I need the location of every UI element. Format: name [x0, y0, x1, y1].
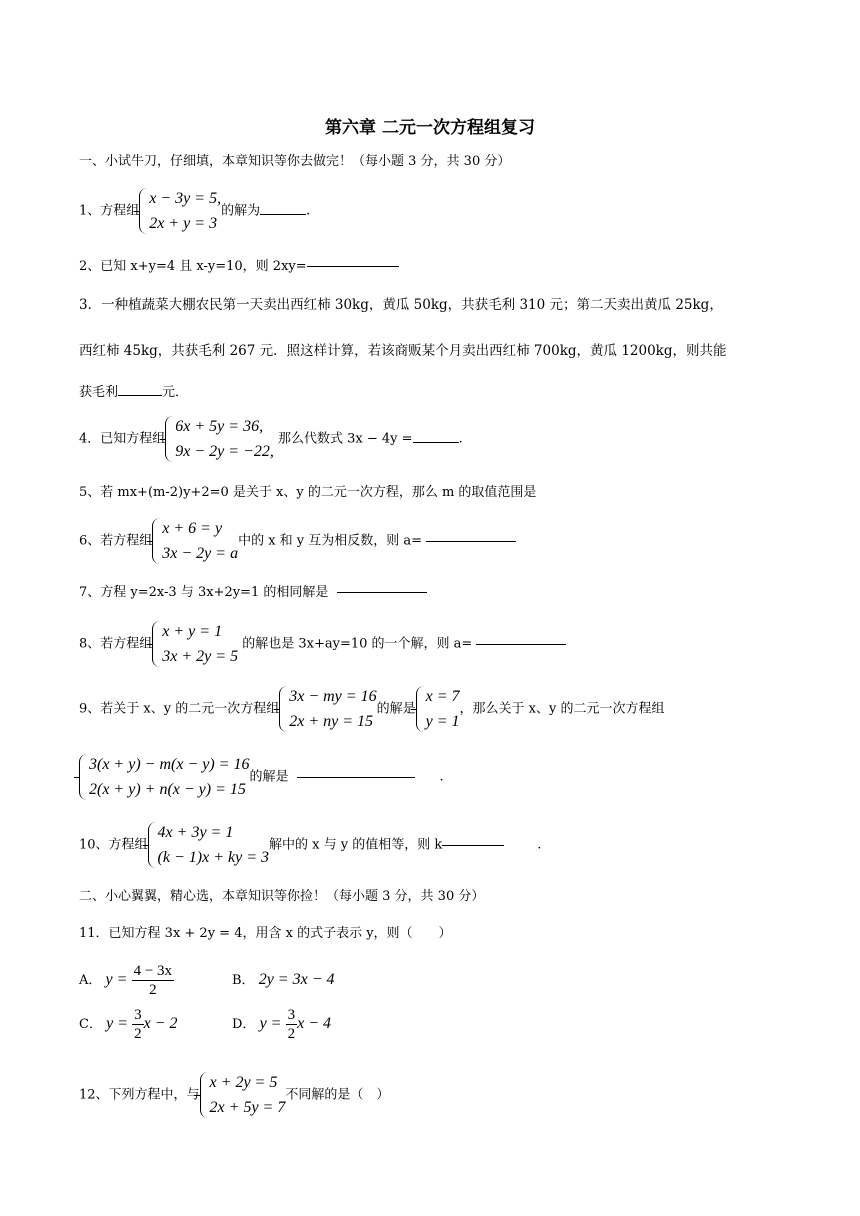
q11-option-d-fraction	[286, 1006, 298, 1043]
q3-answer-blank	[118, 381, 162, 396]
question-9	[79, 684, 664, 734]
question-8	[79, 619, 566, 669]
q9-suffix: ，那么关于 x、y 的二元一次方程组	[459, 701, 665, 717]
q9-equation-system	[279, 684, 376, 734]
question-2	[79, 257, 399, 277]
q4-answer-blank	[413, 428, 459, 443]
question-5: 5、若 mx+(m-2)y+2=0 是关于 x、y 的二元一次方程，那么 m 的取值范围是	[79, 485, 537, 500]
q2-text: 2、已知 x+y=4 且 x-y=10，则 2xy=	[79, 259, 307, 274]
q10-end: .	[537, 837, 542, 853]
q11-option-c-rest: x − 2	[143, 1015, 178, 1032]
q11-option-b	[232, 970, 335, 991]
q11-option-d-numerator: 3	[287, 1007, 296, 1023]
q4-eq2: 9x − 2y = −22,	[175, 443, 274, 460]
q9-eq3: 3(x + y) − m(x − y) = 16	[89, 756, 250, 773]
question-4	[79, 414, 463, 464]
q10-prefix: 10、方程组	[79, 837, 148, 853]
q3-line2: 西红柿 45kg，共获毛利 267 元．照这样计算，若该商贩某个月卖出西红柿 700kg，黄瓜 1200kg，则共能	[79, 343, 727, 359]
q11-option-c-label: C．	[79, 1017, 102, 1032]
q9-eq1: 3x − my = 16	[289, 688, 377, 705]
q6-answer-line	[426, 541, 516, 542]
q7-text: 7、方程 y=2x-3 与 3x+2y=1 的相同解是	[79, 585, 329, 600]
q8-equation-system	[152, 619, 238, 669]
q1-eq2: 2x + y = 3	[149, 215, 218, 232]
q9-end: .	[439, 769, 444, 785]
q11-option-a	[79, 962, 174, 999]
q9-second-system	[79, 752, 249, 802]
q9-solution-system	[416, 684, 460, 734]
q8-eq1: x + y = 1	[162, 623, 223, 640]
q1-end: .	[306, 203, 311, 219]
q11-option-c-fraction	[132, 1006, 144, 1043]
q9-eq4: 2(x + y) + n(x − y) = 15	[89, 781, 246, 798]
q8-eq2: 3x + 2y = 5	[162, 648, 239, 665]
q3-line3-suffix: 元．	[162, 385, 189, 400]
q1-prefix: 1、方程组	[79, 203, 140, 219]
q9-suffix2: 的解是	[249, 769, 289, 785]
q8-answer-line	[476, 644, 566, 645]
q4-suffix: 那么代数式 3x − 4y =	[278, 431, 413, 447]
q11-option-a-label: A．	[79, 973, 102, 988]
q11-option-d	[232, 1006, 331, 1043]
q10-equation-system	[148, 820, 269, 870]
q7-answer-line	[337, 592, 427, 593]
question-3-end	[79, 381, 188, 403]
question-12	[79, 1070, 389, 1120]
q12-equation-system	[200, 1070, 286, 1120]
q11-option-b-label: B．	[232, 973, 255, 988]
q10-answer-line	[442, 845, 504, 846]
q11-option-a-denominator: 2	[149, 982, 157, 998]
section1-heading: 一、小试牛刀，仔细填，本章知识等你去做完！（每小题 3 分，共 30 分）	[79, 154, 511, 169]
q8-prefix: 8、若方程组	[79, 636, 153, 652]
section2-heading: 二、小心翼翼，精心选，本章知识等你捡！（每小题 3 分，共 30 分）	[79, 889, 485, 904]
q11-option-b-expr: 2y = 3x − 4	[258, 971, 335, 988]
q1-suffix: 的解为	[221, 203, 261, 219]
question-9-continued	[79, 752, 444, 802]
q3-line1: 3．一种植蔬菜大棚农民第一天卖出西红柿 30kg，黄瓜 50kg，共获毛利 310 元；第二天卖出黄瓜 25kg，	[79, 297, 723, 313]
q11-option-a-fraction	[132, 962, 174, 999]
q1-answer-blank	[260, 200, 306, 215]
q4-eq1: 6x + 5y = 36,	[175, 418, 264, 435]
question-7	[79, 583, 427, 603]
q6-suffix: 中的 x 和 y 互为相反数，则 a=	[238, 533, 423, 549]
q11-option-c-denominator: 2	[134, 1026, 142, 1042]
q1-equation-system	[139, 186, 221, 236]
q11-option-c	[79, 1006, 178, 1043]
question-10	[79, 820, 541, 870]
q11-option-a-lhs: y =	[105, 971, 128, 988]
q9-mid: 的解是	[376, 701, 416, 717]
q6-eq2: 3x − 2y = a	[162, 545, 239, 562]
q12-prefix: 12、下列方程中，与	[79, 1087, 200, 1103]
q12-eq2: 2x + 5y = 7	[209, 1099, 286, 1116]
q4-equation-system	[165, 414, 274, 464]
question-1	[79, 186, 310, 236]
q10-eq1: 4x + 3y = 1	[157, 824, 234, 841]
q11-option-d-denominator: 2	[287, 1026, 296, 1042]
q11-option-a-numerator: 4 − 3x	[133, 963, 173, 979]
q11-option-c-numerator: 3	[134, 1007, 142, 1023]
q11-option-d-label: D．	[232, 1017, 256, 1032]
question-11-stem: 11．已知方程 3x + 2y = 4，用含 x 的式子表示 y，则（ ）	[79, 926, 452, 941]
q3-line3-prefix: 获毛利	[79, 385, 119, 400]
q2-answer-line	[307, 266, 399, 267]
q11-option-d-rest: x − 4	[297, 1015, 332, 1032]
q9-answer-line	[297, 777, 415, 778]
q12-eq1: x + 2y = 5	[209, 1074, 278, 1091]
page-title: 第六章 二元一次方程组复习	[325, 118, 535, 138]
q8-suffix: 的解也是 3x+ay=10 的一个解，则 a=	[242, 636, 473, 652]
q9-prefix: 9、若关于 x、y 的二元一次方程组	[79, 701, 280, 717]
q9-eq2: 2x + ny = 15	[289, 713, 374, 730]
q11-option-c-lhs: y =	[106, 1015, 128, 1032]
q6-eq1: x + 6 = y	[162, 520, 223, 537]
q9-sol2: y = 1	[425, 713, 460, 730]
q11-option-d-lhs: y =	[259, 1015, 282, 1032]
q4-end: .	[458, 431, 463, 447]
q6-prefix: 6、若方程组	[79, 533, 153, 549]
question-6	[79, 516, 516, 566]
q1-eq1: x − 3y = 5,	[149, 190, 222, 207]
q6-equation-system	[152, 516, 238, 566]
q9-sol1: x = 7	[425, 688, 460, 705]
q12-suffix: 不同解的是（ ）	[285, 1087, 390, 1103]
q10-eq2: (k − 1)x + ky = 3	[157, 849, 269, 866]
q4-prefix: 4．已知方程组	[79, 431, 166, 447]
q10-suffix: 解中的 x 与 y 的值相等，则 k	[269, 837, 443, 853]
